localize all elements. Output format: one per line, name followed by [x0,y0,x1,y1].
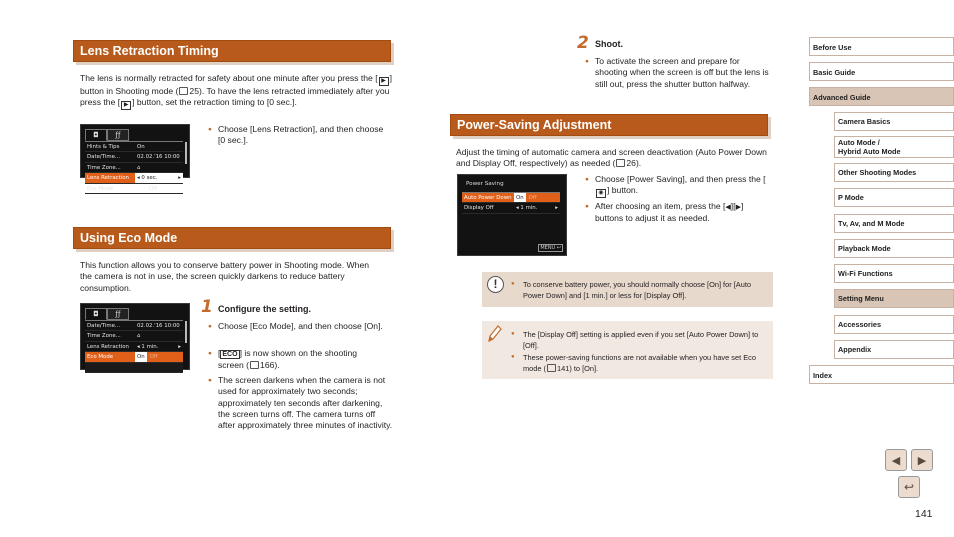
camera-menu-rows [85,141,183,194]
text: ][ [730,201,736,211]
text: Choose [Power Saving], and then press the [ [595,174,766,184]
power-intro-paragraph [456,147,770,170]
left-arrow-icon: ◀ [725,204,731,211]
return-icon: ↩ [903,480,915,494]
row-label: Auto Power Down [464,195,512,201]
lens-bullet: ● Choose [Lens Retraction], and then choose [0 sec.]. [208,124,388,147]
text: 141) to [On]. [557,364,599,374]
sidebar-item-auto-mode[interactable] [834,136,954,158]
camera-tabs [85,308,129,320]
text: ] buttons to adjust it as needed. [595,201,744,224]
camera-screen-power-saving [457,174,567,256]
menu-row-selected [85,173,183,183]
notes-item-2 [511,352,763,375]
row-value: Off [149,185,157,192]
sidebar-item-other-shooting-modes[interactable] [834,163,954,182]
row-label: Time Zone... [87,333,121,340]
scrollbar [185,142,187,164]
row-value: On [137,144,145,150]
caution-box [482,272,773,307]
section-header-eco-mode [73,227,391,249]
playback-button-icon: ▶ [121,101,131,110]
row-label: Lens Retraction [87,343,129,350]
prev-arrow-icon: ◀ [891,454,901,467]
sidebar-item-label: P Mode [838,193,864,202]
row-value-alt: Off [528,195,537,201]
section-title: Power-Saving Adjustment [457,118,612,132]
sidebar-item-label: Wi-Fi Functions [838,269,893,278]
page-ref-icon [179,87,188,95]
sidebar-item-appendix[interactable] [834,340,954,359]
step-number: 1 [201,297,213,317]
eco-icon: ECO [222,351,238,358]
section-header-power-saving [450,114,768,136]
settings-tab-icon: ƒƒ [107,129,129,141]
text: After choosing an item, press the [ [595,201,726,211]
power-bullet-1 [585,174,770,198]
row-label: Eco Mode [87,185,114,192]
sidebar-item-label: Setting Menu [838,294,884,303]
sidebar-item-advanced-guide[interactable] [809,87,954,106]
text: ] button. [607,185,639,196]
func-set-button-icon: ◉ [596,189,606,198]
row-value: ◂ 1 min. [516,205,538,212]
caution-symbol: ! [493,277,498,291]
prev-page-button[interactable] [885,449,907,471]
section-title: Using Eco Mode [80,231,178,245]
text: These power-saving functions are not available when you have set Eco mode ( [523,353,756,374]
row-label: Date/Time... [87,154,121,161]
text: Adjust the timing of automatic camera and screen deactivation (Auto Power Down and Display Off, respectively) as needed ( [456,147,767,169]
lens-intro-paragraph [80,73,394,110]
text: [ [218,348,221,358]
sidebar-item-label: Index [813,371,833,380]
sidebar-item-label: Playback Mode [838,244,891,253]
menu-row-selected [85,352,183,362]
scrollbar [185,321,187,343]
sidebar-item-accessories[interactable] [834,315,954,334]
return-button[interactable] [898,476,920,498]
sidebar-item-label: Hybrid Auto Mode [838,146,901,156]
eco-intro-paragraph: This function allows you to conserve battery power in Shooting mode. When the camera is not in use, the screen quickly darkens to reduce battery consumption. [80,260,369,293]
camera-tabs [85,129,129,141]
sidebar-item-basic-guide[interactable] [809,62,954,81]
text: The lens is normally retracted for safety about one minute after you press the [ [80,73,378,83]
section-title: Lens Retraction Timing [80,44,219,58]
menu-row [85,331,183,341]
right-arrow-icon: ▸ [555,205,558,212]
row-value: ◂ 1 min. [137,343,159,350]
menu-row [85,321,183,331]
page-number: 141 [915,508,933,520]
shoot-bullet: ● To activate the screen and prepare for shooting when the screen is off but the lens is still out, press the shutter button halfway. [585,56,770,90]
step-title: Configure the setting. [218,304,311,314]
notes-item-1: ● The [Display Off] setting is applied even if you set [Auto Power Down] to [Off]. [511,329,763,352]
camera-tab-icon: ◘ [85,129,107,141]
row-value: ⌂ [137,333,141,340]
menu-row [85,142,183,152]
row-value: On [137,354,145,361]
step-number: 2 [577,33,589,53]
camera-screen-lens-retraction [80,124,190,192]
menu-row [85,152,183,162]
row-value: 02.02.'16 10:00 [137,323,180,329]
sidebar-item-label: Tv, Av, and M Mode [838,219,905,228]
row-label: Display Off [464,205,494,212]
next-page-button[interactable] [911,449,933,471]
camera-menu-rows [85,320,183,373]
sidebar-item-playback-mode[interactable] [834,239,954,258]
right-arrow-icon: ▶ [735,204,741,211]
sidebar-item-label: Accessories [838,320,882,329]
sidebar-item-label: Before Use [813,43,852,52]
text: ] is now shown on the shooting screen ( [218,348,358,371]
menu-row [85,163,183,173]
next-arrow-icon: ▶ [917,454,927,467]
page-ref-icon [616,159,625,167]
row-label: Hints & Tips [87,144,120,150]
right-arrow-icon: ▸ [178,343,181,350]
sidebar-item-label: Other Shooting Modes [838,168,917,177]
settings-tab-icon: ƒƒ [107,308,129,320]
sidebar-item-index[interactable] [809,365,954,384]
screen-title: Power Saving [466,181,504,187]
menu-return-icon: MENU ↩ [540,245,561,251]
sidebar-item-label: Basic Guide [813,68,856,77]
power-bullet-2 [585,201,770,225]
row-label: Time Zone... [87,164,121,171]
row-label: Date/Time... [87,323,121,329]
section-header-lens-retraction [73,40,391,62]
row-value: ⌂ [137,164,141,171]
menu-row-selected [462,193,560,203]
sidebar-item-label: Auto Mode / [838,138,880,147]
row-value: On [516,195,524,201]
text: ] button in Shooting mode ( [80,73,392,96]
row-label: Eco Mode [87,354,114,361]
sidebar-item-label: Camera Basics [838,117,891,126]
sidebar-item-wifi-functions[interactable] [834,264,954,283]
row-value: ◂ 0 sec. [135,173,178,182]
playback-button-icon: ▶ [379,77,389,86]
sidebar-item-tv-av-m-mode[interactable] [834,214,954,233]
camera-screen-eco-mode [80,303,190,370]
text: 25). To have the lens retracted immediately after you press the [ [80,86,390,108]
eco-bullet-2 [208,348,383,372]
row-value: 02.02.'16 10:00 [137,154,180,161]
page-ref-icon [547,364,556,372]
menu-row [85,342,183,352]
sidebar-item-label: Advanced Guide [813,93,871,102]
text: ] button, set the retraction timing to [0 sec.]. [132,97,297,108]
eco-bullet-1: ● Choose [Eco Mode], and then choose [On]. [208,321,383,332]
sidebar-item-label: Appendix [838,345,872,354]
step-title: Shoot. [595,39,623,49]
notes-box [482,321,773,379]
camera-menu-rows [462,192,560,214]
right-arrow-icon: ▸ [178,175,181,182]
menu-row [462,203,560,213]
text: 26). [626,158,642,169]
sidebar-item-setting-menu[interactable] [834,289,954,308]
sidebar-item-p-mode[interactable] [834,188,954,207]
sidebar-item-camera-basics[interactable] [834,112,954,131]
menu-row-blank [85,363,183,373]
row-value-alt: Off [149,354,158,361]
sidebar-item-before-use[interactable] [809,37,954,56]
eco-bullet-3: ● The screen darkens when the camera is not used for approximately two seconds; approximately ten seconds after darkening, the screen turns off. The camera turns off after approximately three minutes of inactivity. [208,375,393,431]
page-ref-icon [250,361,259,369]
pencil-icon [486,324,503,343]
camera-tab-icon: ◘ [85,308,107,320]
row-label: Lens Retraction [87,175,129,182]
caution-icon [487,276,504,293]
text: 166). [260,360,280,371]
menu-row [85,184,183,194]
caution-text: ● To conserve battery power, you should normally choose [On] for [Auto Power Down] and [1 min.] or less for [Display Off]. [511,279,763,302]
